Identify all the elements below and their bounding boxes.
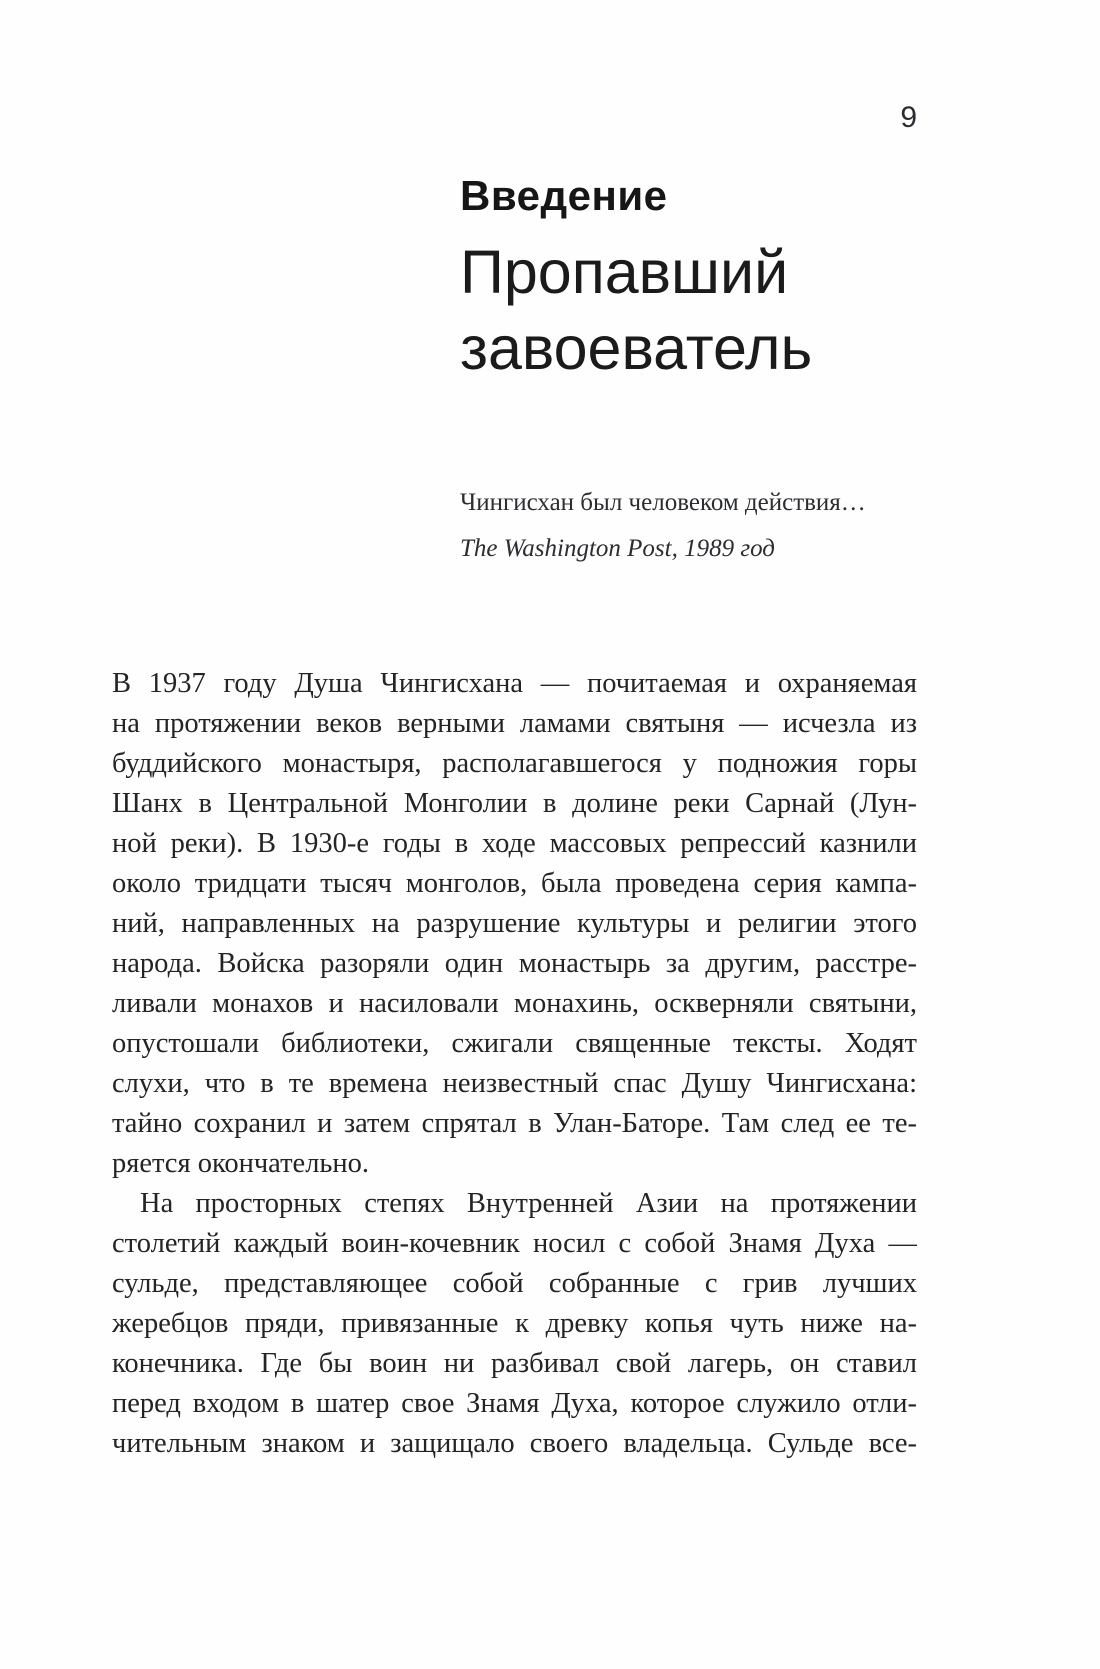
body-line: перед входом в шатер свое Знамя Духа, которое служило отли- — [112, 1388, 917, 1419]
body-line: Шанх в Центральной Монголии в долине реки Сарнай (Лун- — [112, 788, 917, 819]
epigraph-quote: Чингисхан был человеком действия… — [460, 489, 866, 516]
paragraph — [112, 664, 917, 1184]
body-line: около тридцати тысяч монголов, была проведена серия кампа- — [112, 868, 917, 899]
body-line: на протяжении веков верными ламами святыня — исчезла из — [112, 708, 917, 739]
chapter-title-line-1: Пропавший — [460, 238, 789, 306]
body-line: конечника. Где бы воин ни разбивал свой лагерь, он ставил — [112, 1348, 917, 1379]
page-number: 9 — [900, 101, 917, 134]
body-line: столетий каждый воин-кочевник носил с собой Знамя Духа — — [112, 1228, 917, 1259]
body-line: На просторных степях Внутренней Азии на протяжении — [140, 1188, 917, 1219]
body-line: буддийского монастыря, располагавшегося у подножия горы — [112, 748, 917, 779]
body-line: ний, направленных на разрушение культуры и религии этого — [112, 908, 917, 939]
body-line: сульде, представляющее собой собранные с грив лучших — [112, 1268, 917, 1299]
body-text — [112, 664, 917, 1464]
epigraph-attribution: The Washington Post, 1989 год — [460, 535, 775, 562]
body-line: ряется окончательно. — [112, 1148, 370, 1179]
body-line: чительным знаком и защищало своего владельца. Сульде все- — [112, 1428, 917, 1459]
chapter-title-line-2: завоеватель — [460, 314, 813, 382]
body-line: тайно сохранил и затем спрятал в Улан-Баторе. Там след ее те- — [112, 1108, 917, 1139]
paragraph — [112, 1184, 917, 1464]
body-line: слухи, что в те времена неизвестный спас Душу Чингисхана: — [112, 1068, 917, 1099]
chapter-heading — [460, 172, 1020, 386]
body-line: жеребцов пряди, привязанные к древку копья чуть ниже на- — [112, 1308, 917, 1339]
body-line: ливали монахов и насиловали монахинь, оскверняли святыни, — [112, 988, 917, 1019]
body-line: народа. Войска разоряли один монастырь за другим, расстре- — [112, 948, 917, 979]
epigraph — [460, 486, 920, 566]
body-line: ной реки). В 1930-е годы в ходе массовых репрессий казнили — [112, 828, 917, 859]
body-line: В 1937 году Душа Чингисхана — почитаемая и охраняемая — [112, 668, 917, 699]
chapter-title — [460, 234, 1020, 386]
body-line: опустошали библиотеки, сжигали священные тексты. Ходят — [112, 1028, 917, 1059]
chapter-kicker: Введение — [460, 172, 668, 219]
